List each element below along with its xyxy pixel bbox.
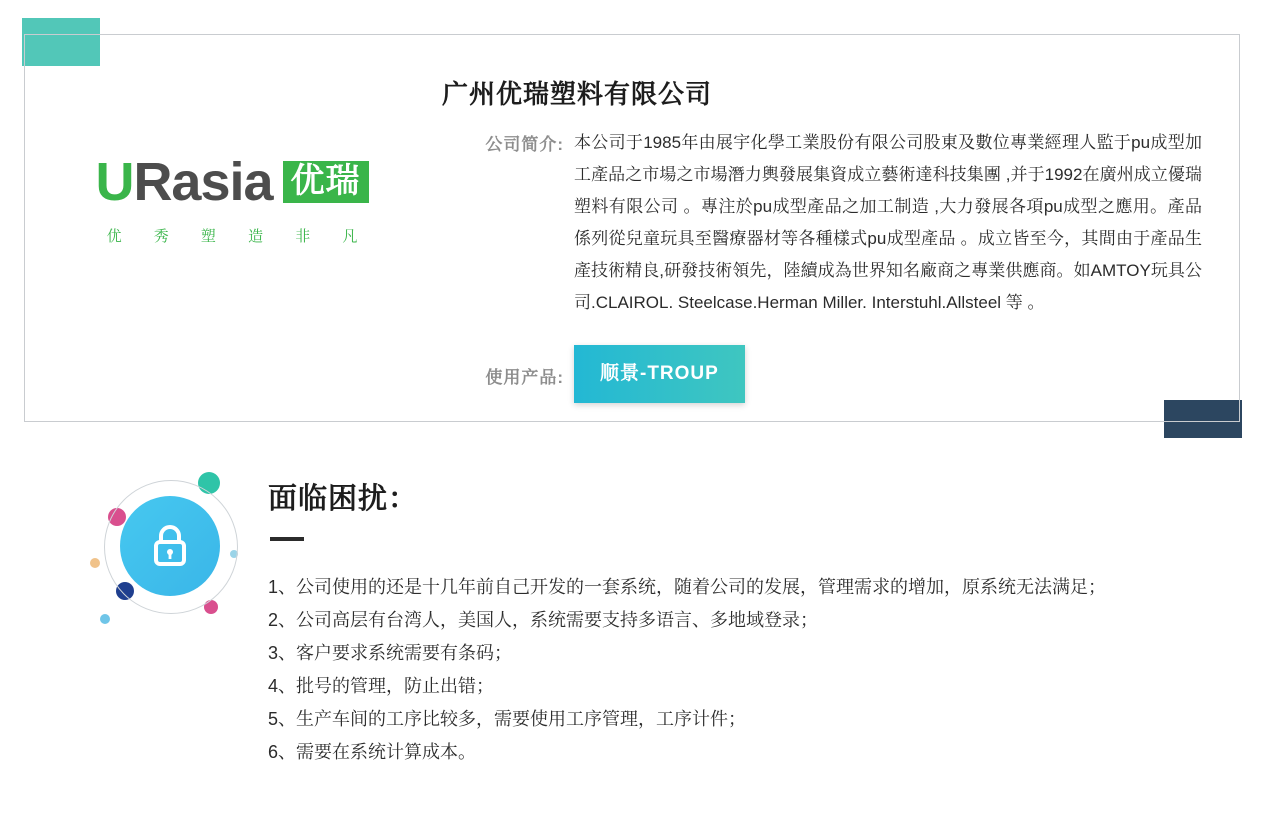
logo-wordmark xyxy=(95,151,272,213)
company-profile-card xyxy=(22,18,1242,438)
company-intro-row xyxy=(442,127,1202,319)
lock-icon xyxy=(120,496,220,596)
decor-dot-lightblue xyxy=(100,614,110,624)
list-item: 4、批号的管理，防止出错； xyxy=(268,676,495,696)
title-underline xyxy=(270,537,304,541)
logo-slogan: 优 秀 塑 造 非 凡 xyxy=(106,227,372,245)
company-intro-text: 本公司于1985年由展宇化學工業股份有限公司股東及數位專業經理人監于pu成型加工產品之市場之市場潛力輿發展集資成立藝術達科技集團 ,并于1992在廣州成立優瑞塑料有限公司 。專注於pu成型產品之加工制造 ,大力發展各項pu成型之應用。產品係列從兒童玩具至醫療器材等各種樣式pu成型產品 。成立皆至今，其間由于產品生產技術精良,研發技術領先，陸續成為世界知名廠商之專業供應商。如AMTOY玩具公司.CLAIROL. Steelcase.Herman Miller. Interstuhl.Allsteel 等 。 xyxy=(574,133,1202,312)
list-item: 1、公司使用的还是十几年前自己开发的一套系统，随着公司的发展，管理需求的增加，原系统无法满足； xyxy=(268,577,1107,597)
list-item: 6、需要在系统计算成本。 xyxy=(268,742,477,762)
trouble-list xyxy=(268,571,1198,769)
list-item: 3、客户要求系统需要有条码； xyxy=(268,643,513,663)
logo-wordmark-prefix: U xyxy=(95,151,134,212)
company-logo-block xyxy=(22,34,442,422)
logo-wordmark-text: Rasia xyxy=(133,151,273,212)
lock-graphic xyxy=(78,466,258,646)
logo-badge-cn: 优瑞 xyxy=(283,161,369,203)
company-intro-label: 公司简介: xyxy=(485,135,564,154)
product-badge[interactable]: 顺景-TROUP xyxy=(574,345,745,403)
list-item: 2、公司高层有台湾人，美国人，系统需要支持多语言、多地域登录； xyxy=(268,610,819,630)
product-row xyxy=(442,345,1202,403)
product-badge-wrap xyxy=(574,345,1202,403)
list-item: 5、生产车间的工序比较多，需要使用工序管理，工序计件； xyxy=(268,709,747,729)
company-name-title: 广州优瑞塑料有限公司 xyxy=(442,79,713,109)
trouble-title: 面临困扰： xyxy=(268,483,419,515)
decor-dot-peach xyxy=(90,558,100,568)
product-label: 使用产品: xyxy=(485,368,564,387)
